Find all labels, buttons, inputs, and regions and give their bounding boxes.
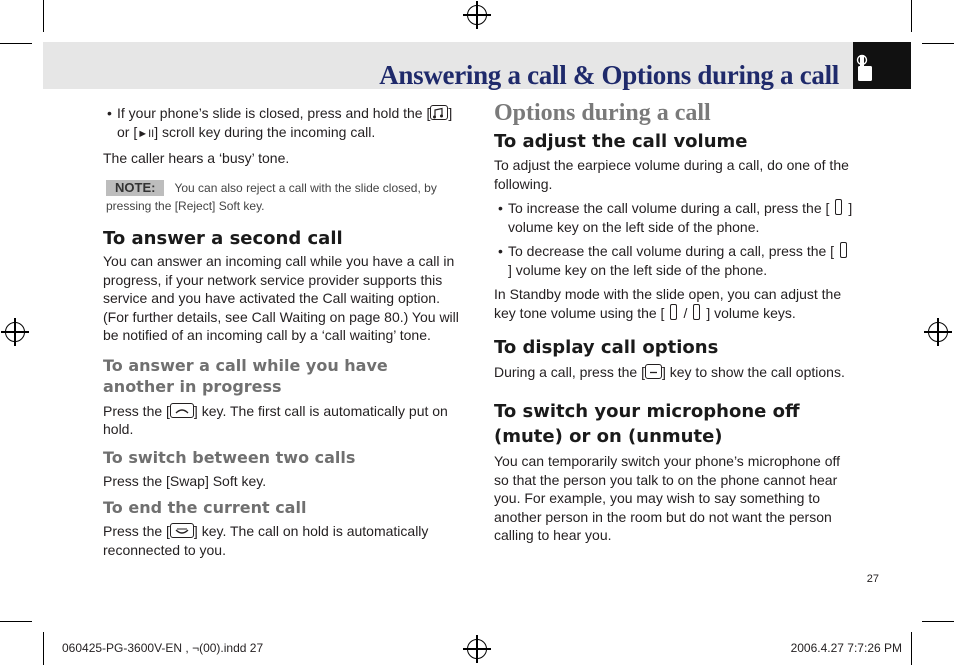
subsection-heading: To switch between two calls <box>103 447 356 467</box>
note-label: NOTE: <box>106 180 164 196</box>
page-title: Answering a call & Options during a call <box>379 60 839 90</box>
note-text: You can also reject a call with the slide closed, by pressing the [Reject] Soft key. <box>106 180 437 213</box>
section-heading: To answer a second call <box>103 227 343 249</box>
paragraph: You can temporarily switch your phone’s microphone off so that the person you talk to on the phone cannot hear you. For example, you may wish to say something to another person in the room but do not want the person calling to hear you. <box>494 453 841 543</box>
note <box>106 179 463 215</box>
crop-mark <box>911 632 912 665</box>
subsection-heading: To answer a call while you have another in progress <box>103 355 388 396</box>
volume-key-icon <box>670 304 677 320</box>
section-heading: Options during a call <box>494 100 711 126</box>
crop-mark <box>922 43 954 44</box>
paragraph: During a call, press the [ ] key to show the call options. <box>494 363 845 380</box>
paragraph: Press the [Swap] Soft key. <box>103 473 267 489</box>
crop-mark <box>922 621 954 622</box>
paragraph: You can answer an incoming call while you have a call in progress, if your network service provider supports this service and you have activated the Call waiting option. (For further details, see Call Waiting on page 80.) You will be notified of an incoming call by a ‘call waiting’ tone. <box>103 253 459 343</box>
footer-date: 2006.4.27 7:7:26 PM <box>790 641 902 655</box>
registration-mark-icon <box>467 639 487 659</box>
section-heading: To switch your microphone off (mute) or on (unmute) <box>494 401 800 447</box>
page-number: 27 <box>866 573 879 585</box>
crop-mark <box>0 621 32 622</box>
crop-mark <box>43 632 44 665</box>
crop-mark <box>43 0 44 32</box>
crop-mark <box>0 43 32 44</box>
paragraph: To adjust the earpiece volume during a call, do one of the following. <box>494 157 849 192</box>
registration-mark-icon <box>928 322 948 342</box>
send-key-icon <box>170 403 194 418</box>
crop-mark <box>911 0 912 32</box>
play-pause-icon: ►II <box>137 127 155 140</box>
list-item: • To decrease the call volume during a call, press the [] volume key on the left side of the phone. <box>494 242 854 279</box>
paragraph: Press the [ ] key. The call on hold is automatically reconnected to you. <box>103 523 429 558</box>
hand-pointer-icon <box>853 42 911 89</box>
section-heading: To display call options <box>494 337 719 358</box>
right-column <box>494 100 854 545</box>
footer-file: 060425-PG-3600V-EN , ¬(00).indd 27 <box>62 641 264 655</box>
volume-key-icon <box>840 242 847 258</box>
section-tab <box>853 42 911 89</box>
registration-mark-icon <box>5 322 25 342</box>
end-key-icon <box>170 523 194 538</box>
registration-mark-icon <box>467 5 487 25</box>
volume-key-icon <box>693 304 700 320</box>
volume-key-icon <box>835 199 842 215</box>
paragraph: In Standby mode with the slide open, you can adjust the key tone volume using the [ / ] volume keys. <box>494 286 842 321</box>
subsection-heading: To end the current call <box>103 497 307 517</box>
list-item: • If your phone’s slide is closed, press and hold the [ ] or [►II] scroll key during the incoming call. <box>103 104 463 143</box>
list-item: • To increase the call volume during a call, press the [ ] volume key on the left side of the phone. <box>494 199 854 236</box>
section-heading: To adjust the call volume <box>494 130 748 152</box>
music-key-icon <box>430 105 448 120</box>
menu-key-icon <box>645 364 662 379</box>
left-column <box>103 104 463 559</box>
paragraph: The caller hears a ‘busy’ tone. <box>103 150 290 166</box>
paragraph: Press the [ ] key. The first call is automatically put on hold. <box>103 402 448 437</box>
